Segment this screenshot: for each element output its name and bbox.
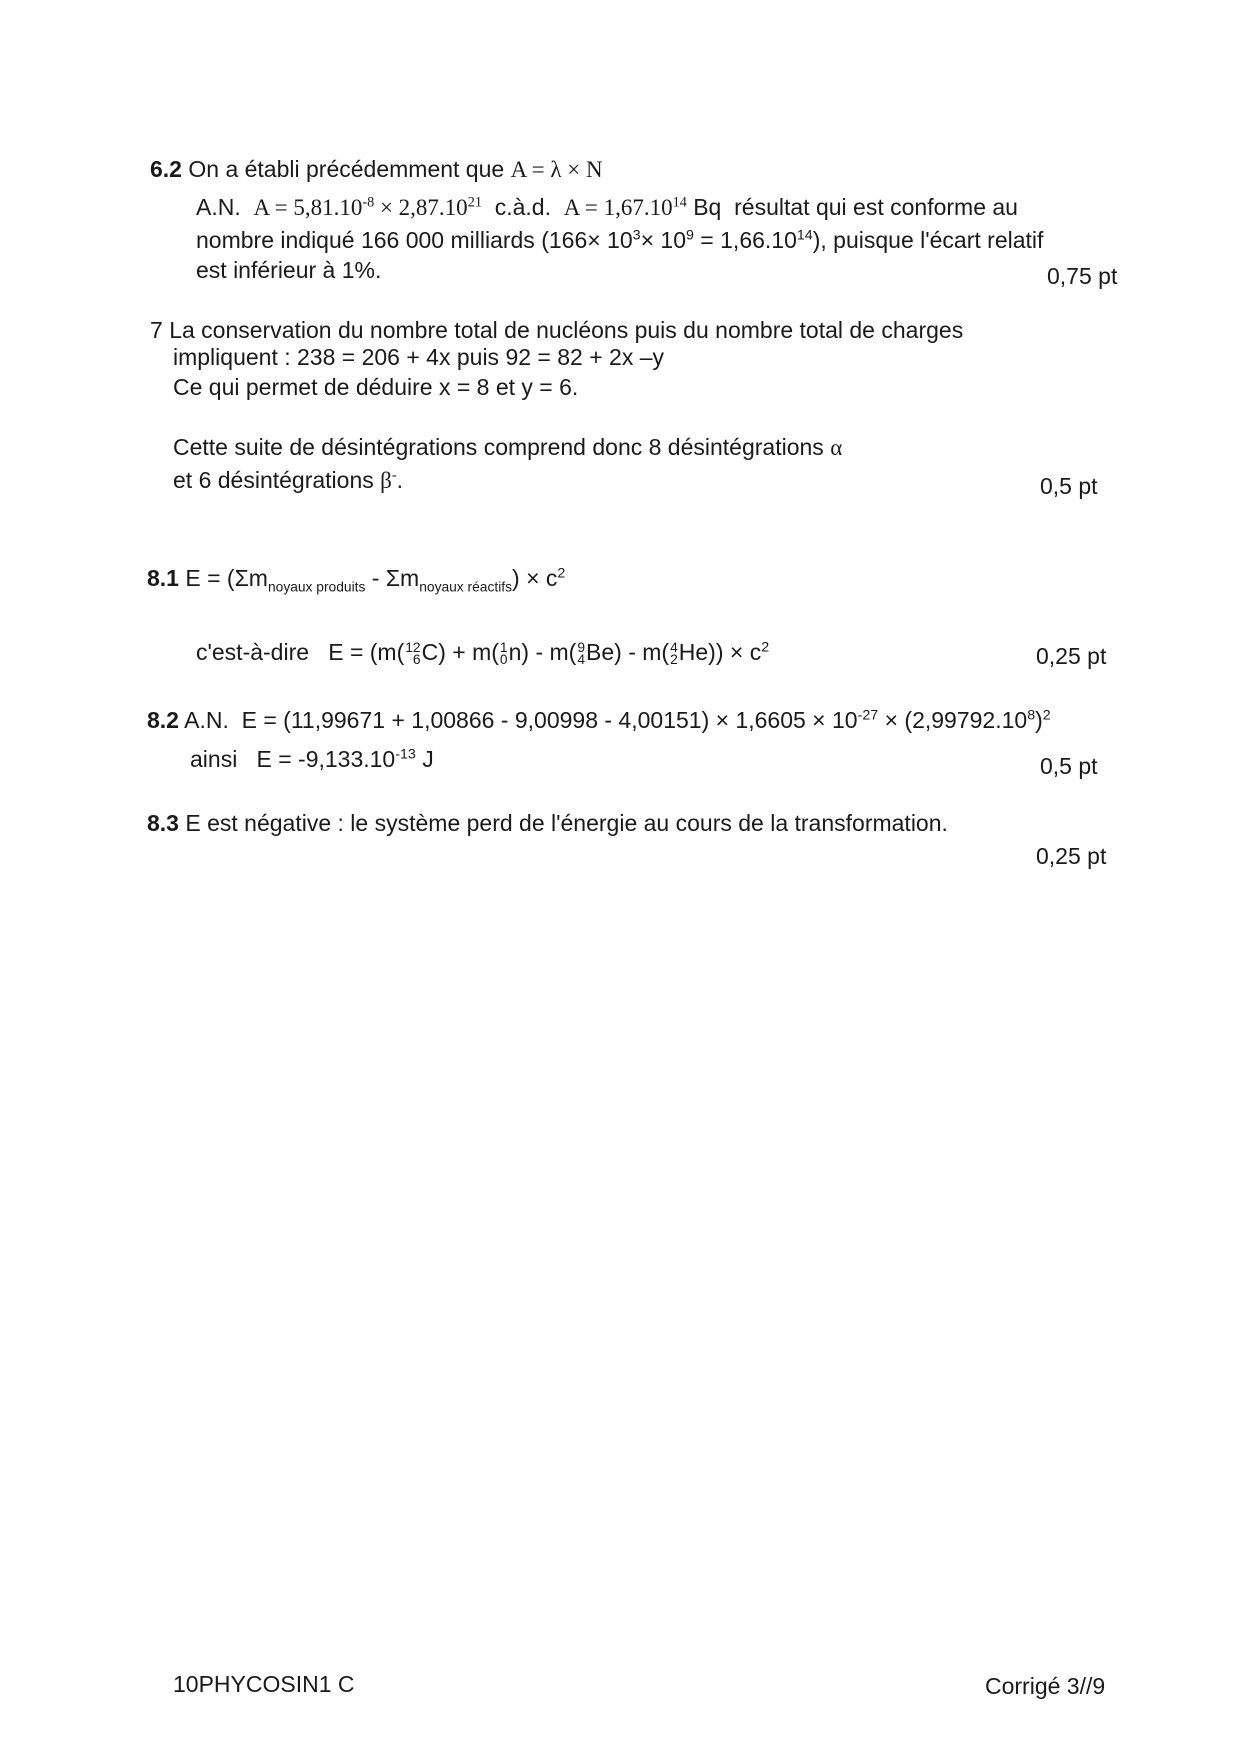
points-8-2: 0,5 pt [1040,753,1098,779]
section-6-2-line3: est inférieur à 1%. [196,257,382,283]
section-number: 8.3 [147,810,179,836]
section-number: 8.1 [147,565,179,591]
section-8-3-text: 8.3 E est négative : le système perd de l'énergie au cours de la transformation. [147,810,948,836]
section-8-1-detail: c'est-à-dire E = (m( 12 6 C) + m( 1 0 n) - m( 9 4 Be) - m( 4 2 $He)) \times c^2$ [196,639,770,667]
footer-page: Corrigé 3//9 [985,1673,1106,1699]
section-7-line4: Cette suite de désintégrations comprend donc 8 désintégrations α [173,434,843,460]
beryllium-nuclide: 9 4 [577,639,586,667]
beta-symbol: β- [380,467,397,493]
footer-code: 10PHYCOSIN1 C [173,1671,355,1697]
section-6-2-line2: nombre indiqué 166 000 milliards $(166\times 10^3\times 10^9 = 1,66.10^{14})$, puisque l'écart relatif [196,227,1044,253]
points-8-1: 0,25 pt [1036,643,1107,669]
section-7-line1: 7 La conservation du nombre total de nucléons puis du nombre total de charges [150,317,964,343]
section-7-line2: impliquent : 238 = 206 + 4x puis 92 = 82 + 2x –y [173,344,665,370]
an-label: A.N. [196,194,241,220]
points-6-2: 0,75 pt [1047,263,1118,289]
section-6-2-intro [150,155,603,185]
section-8-2-result: ainsi $E = -9,133.10^{-13}$ J [190,746,434,772]
section-number: 8.2 [147,707,179,733]
section-6-2-line1 [196,193,1018,223]
section-8-1-formula: 8.1 $E = (\Sigma m_{noyaux produits} - \Sigma m_{noyaux réactifs}) \times c^2$ [147,565,566,595]
alpha-symbol: α [830,435,843,460]
points-8-3: 0,25 pt [1036,843,1107,869]
neutron-nuclide: 1 0 [499,639,508,667]
result-value: $A = 1,67.10^{14}$ [563,194,687,220]
section-number: 6.2 [150,156,182,182]
section-number: 7 [150,317,163,343]
cad-text: c.à.d. [494,194,551,220]
helium-nuclide: 4 2 [670,639,678,667]
line1-tail: résultat qui est conforme au [734,194,1018,220]
activity-formula: A = λ × N [510,157,603,182]
result-unit: Bq [693,194,722,220]
section-7-line3: Ce qui permet de déduire x = 8 et y = 6. [173,374,579,400]
section-7-line5: et 6 désintégrations β-. [173,467,403,493]
carbon-nuclide: 12 6 [405,639,421,667]
points-7: 0,5 pt [1040,473,1098,499]
intro-text: On a établi précédemment que [188,156,505,182]
section-8-2-calc: 8.2 A.N. $E = (11,99671 + 1,00866 - 9,00998 - 4,00151) \times 1,6605 \times 10^{-27} \times (2,99792.10^8)^2$ [147,707,1051,733]
calc-expression: $A = 5,81.10^{-8} \times 2,87.10^{21}$ [253,194,482,220]
